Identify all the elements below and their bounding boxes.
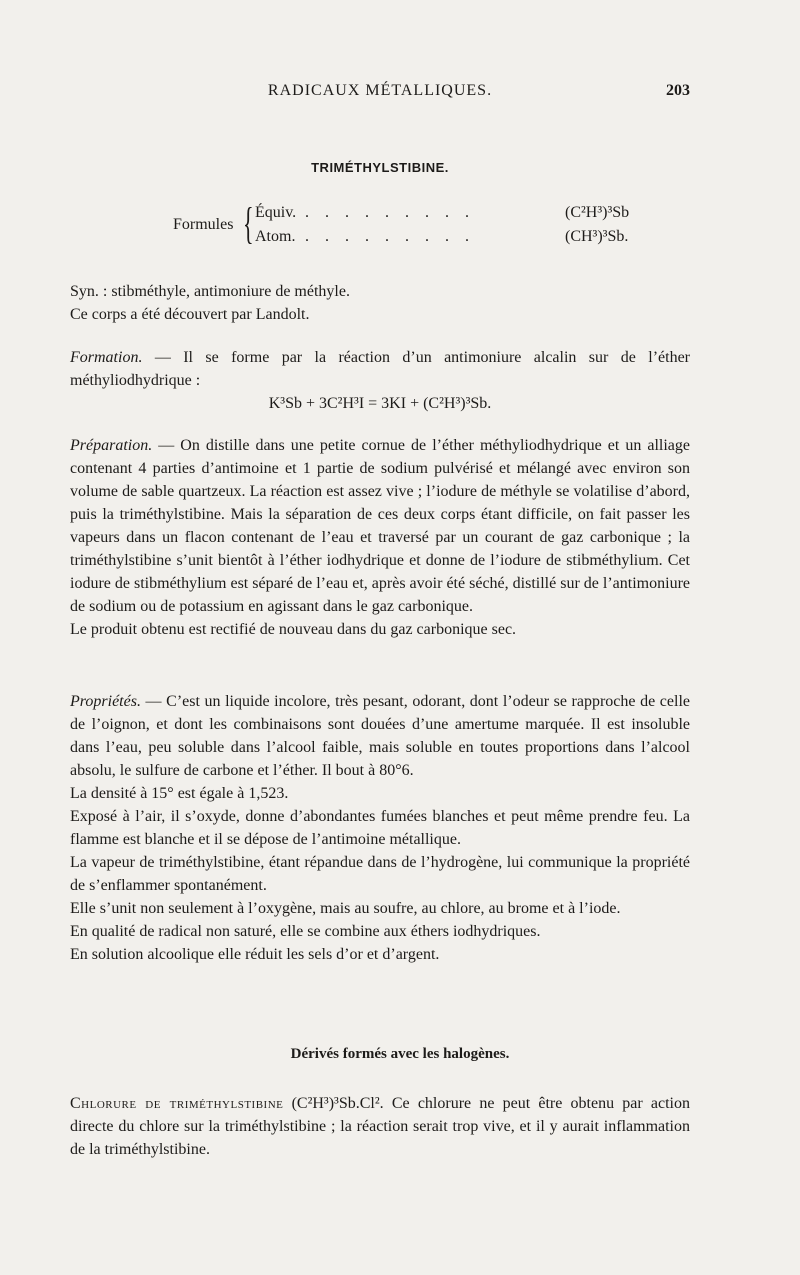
density-paragraph: La densité à 15° est égale à 1,523. <box>70 785 289 802</box>
radical-paragraph: En qualité de radical non saturé, elle se combine aux éthers iodhydriques. <box>70 923 541 940</box>
page-number: 203 <box>666 82 690 99</box>
formation-text: — Il se forme par la réaction d’un antimoniure alcalin sur de l’éther méthyliodhydrique : <box>70 349 690 389</box>
page-header <box>70 80 690 104</box>
formula-row <box>255 228 655 250</box>
vapor-paragraph: La vapeur de triméthylstibine, étant répandue dans de l’hydrogène, lui communique la propriété de s’enflammer spontanément. <box>70 854 690 894</box>
properties-heading: Propriétés. <box>70 693 141 710</box>
leader-dots: . . . . . . . . . <box>305 204 475 221</box>
air-exposure-paragraph: Exposé à l’air, il s’oxyde, donne d’abondantes fumées blanches et peut même prendre feu. La flamme est blanche et il se dépose de l’antimoine métallique. <box>70 808 690 848</box>
formula-value: (C²H³)³Sb <box>565 204 630 221</box>
combination-paragraph: Elle s’unit non seulement à l’oxygène, mais au soufre, au chlore, au brome et à l’iode. <box>70 900 621 917</box>
formula-name: Atom. <box>255 228 296 245</box>
formation-section <box>70 346 690 415</box>
running-title: RADICAUX MÉTALLIQUES. <box>267 82 493 99</box>
brace-icon: { <box>243 199 254 248</box>
preparation-paragraph <box>70 434 690 618</box>
section-title: TRIMÉTHYLSTIBINE. <box>311 160 449 175</box>
synonyms-block <box>70 280 690 326</box>
preparation-paragraph-2: Le produit obtenu est rectifié de nouveau dans du gaz carbonique sec. <box>70 621 517 638</box>
properties-section <box>70 690 690 966</box>
chloride-text: (C²H³)³Sb.Cl². Ce chlorure ne peut être obtenu par action directe du chlore sur la triméthylstibine ; la réaction serait trop vive, et il y aurait inflammation de la triméthylstibine. <box>70 1095 691 1158</box>
formation-heading: Formation. <box>70 349 143 366</box>
chloride-section <box>70 1092 690 1161</box>
formation-equation: K³Sb + 3C²H³I = 3KI + (C²H³)³Sb. <box>268 395 492 412</box>
formulas-block <box>155 200 675 260</box>
discovery-line: Ce corps a été découvert par Landolt. <box>70 306 310 323</box>
preparation-section <box>70 434 690 641</box>
preparation-heading: Préparation. <box>70 437 153 454</box>
derivatives-title: Dérivés formés avec les halogènes. <box>290 1046 510 1062</box>
formula-name: Équiv. <box>255 204 297 221</box>
formula-value: (CH³)³Sb. <box>565 228 629 245</box>
preparation-text: — On distille dans une petite cornue de l’éther méthyliodhydrique et un alliage contenant 4 parties d’antimoine et 1 partie de sodium pulvérisé et mélangé avec environ son volume de sable quartzeux. La réaction est assez vive ; l’iodure de méthyle se volatilise d’abord, puis la triméthylstibine. Mais la séparation de ces deux corps étant difficile, on fait passer les vapeurs dans un flacon contenant de l’eau et traversé par un courant de gaz carbonique ; la triméthylstibine s’unit bientôt à l’éther iodhydrique et donne de l’iodure de stibméthylium. Cet iodure de stibméthylium est séparé de l’eau et, après avoir été séché, distillé sur de l’antimoniure de sodium ou de potassium en agissant dans le gaz carbonique. <box>70 437 690 615</box>
reduction-paragraph: En solution alcoolique elle réduit les sels d’or et d’argent. <box>70 946 440 963</box>
chloride-heading: Chlorure de triméthylstibine <box>70 1095 284 1112</box>
formulas-label: Formules <box>173 216 234 233</box>
chloride-paragraph <box>70 1092 690 1161</box>
properties-paragraph <box>70 690 690 782</box>
formation-paragraph <box>70 346 690 392</box>
leader-dots: . . . . . . . . . <box>305 228 475 245</box>
synonyms-line: Syn. : stibméthyle, antimoniure de méthyle. <box>70 283 350 300</box>
properties-text: — C’est un liquide incolore, très pesant, odorant, dont l’odeur se rapproche de celle de l’oignon, et dont les combinaisons sont douées d’une amertume marquée. Il est insoluble dans l’eau, peu soluble dans l’alcool faible, mais soluble en toutes proportions dans l’alcool absolu, le sulfure de carbone et l’éther. Il bout à 80°6. <box>70 693 690 779</box>
formula-row <box>255 204 655 226</box>
